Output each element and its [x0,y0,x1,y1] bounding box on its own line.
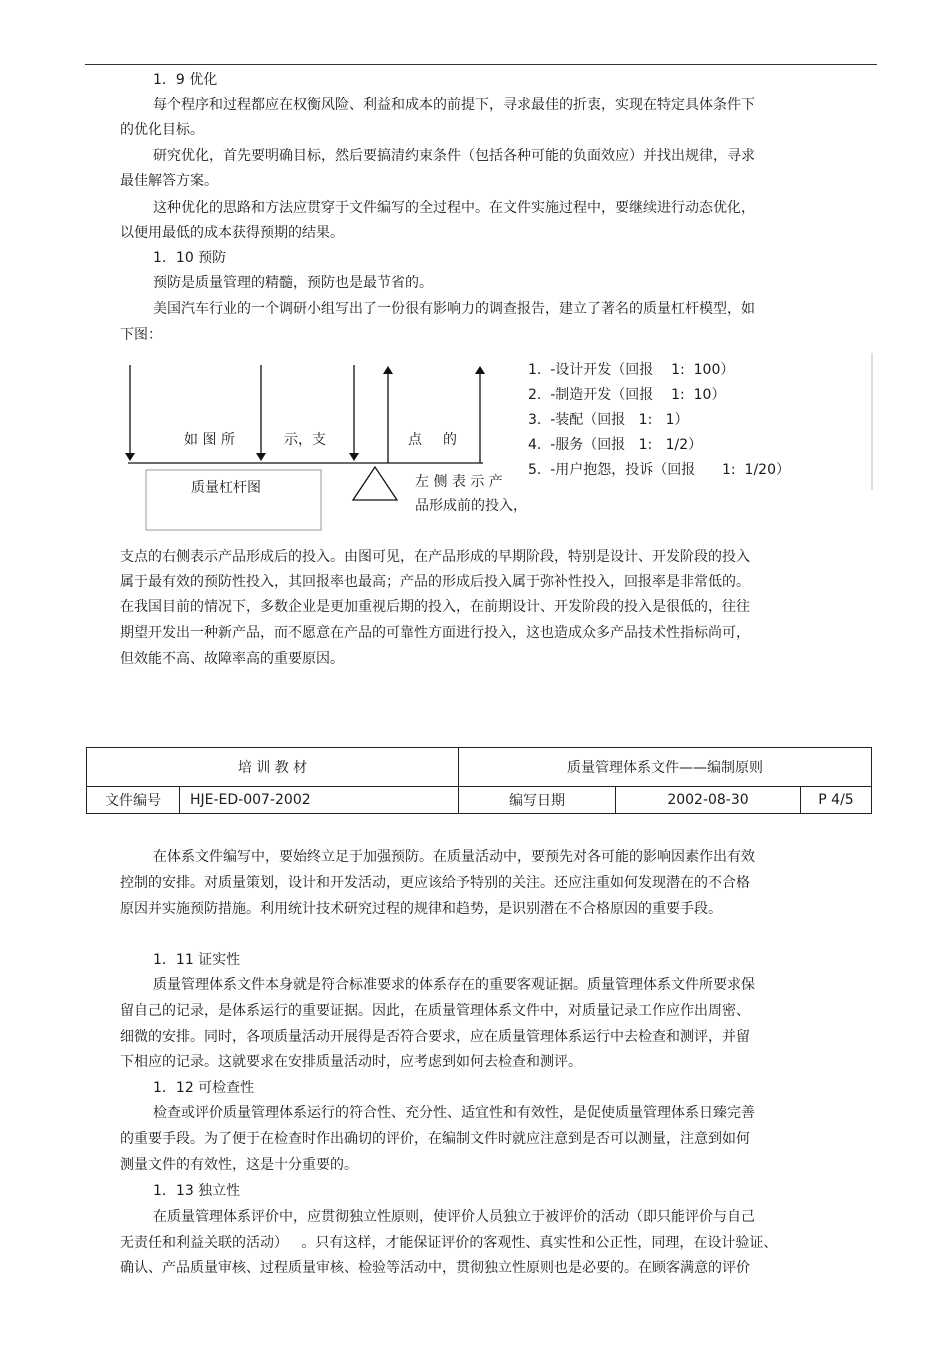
paragraph-line: 在体系文件编写中，要始终立足于加强预防。在质量活动中，要预先对各可能的影响因素作出有效 [153,849,755,865]
doc-number: HJE-ED-007-2002 [180,787,459,814]
paragraph-line: 但效能不高、故障率高的重要原因。 [120,651,344,667]
date-label: 编写日期 [459,787,616,814]
section-heading-1-11: 1．11 证实性 [153,952,241,968]
paragraph-line: 的优化目标。 [120,122,204,138]
document-footer-table [86,747,872,814]
return-list-item: 2. -制造开发（回报 1: 10） [528,387,726,403]
paragraph-line: 测量文件的有效性，这是十分重要的。 [120,1157,358,1173]
header-rule [85,64,877,65]
paragraph-line: 留自己的记录，是体系运行的重要证据。因此，在质量管理体系文件中，对质量记录工作应作出周密、 [120,1003,750,1019]
paragraph-line: 确认、产品质量审核、过程质量审核、检验等活动中，贯彻独立性原则也是必要的。在顾客满意的评价 [120,1260,750,1276]
paragraph-line: 在质量管理体系评价中，应贯彻独立性原则，使评价人员独立于被评价的活动（即只能评价与自己 [153,1209,755,1225]
return-list-item: 1. -设计开发（回报 1: 100） [528,362,735,378]
date-value: 2002-08-30 [616,787,801,814]
paragraph-line: 细微的安排。同时，各项质量活动开展得是否符合要求，应在质量管理体系运行中去检查和测评，并留 [120,1029,750,1045]
fulcrum-caption: 品形成前的投入， [415,498,527,514]
footer-left-title: 培 训 教 材 [87,748,459,787]
section-heading-1-10: 1．10 预防 [153,250,227,266]
paragraph-line: 最佳解答方案。 [120,173,218,189]
paragraph-line: 在我国目前的情况下，多数企业是更加重视后期的投入，在前期设计、开发阶段的投入是很低的，往往 [120,599,750,615]
paragraph-line: 无责任和利益关联的活动） 。只有这样，才能保证评价的客观性、真实性和公正性，同理，在设计验证、 [120,1235,778,1251]
paragraph-line: 研究优化，首先要明确目标，然后要搞清约束条件（包括各种可能的负面效应）并找出规律，寻求 [153,148,755,164]
diagram-label: 的 [443,432,457,448]
paragraph-line: 以便用最低的成本获得预期的结果。 [120,225,344,241]
paragraph-line: 这种优化的思路和方法应贯穿于文件编写的全过程中。在文件实施过程中，要继续进行动态优化， [153,200,755,216]
fulcrum-caption: 左 侧 表 示 产 [415,474,503,490]
diagram-label: 示，支 [284,432,326,448]
paragraph-line: 下相应的记录。这就要求在安排质量活动时，应考虑到如何去检查和测评。 [120,1054,582,1070]
paragraph-line: 每个程序和过程都应在权衡风险、利益和成本的前提下，寻求最佳的折衷，实现在特定具体条件下 [153,97,755,113]
return-list-item: 4. -服务（回报 1: 1/2） [528,437,703,453]
diagram-label: 如 图 所 [184,432,235,448]
lever-diagram [0,0,950,540]
paragraph-line: 下图： [120,327,162,343]
section-heading-1-12: 1．12 可检查性 [153,1080,255,1096]
paragraph-line: 属于最有效的预防性投入，其回报率也最高；产品的形成后投入属于弥补性投入，回报率是非常低的。 [120,574,750,590]
section-heading-1-9: 1．9 优化 [153,72,218,88]
diagram-label: 点 [408,432,422,448]
paragraph-line: 的重要手段。为了便于在检查时作出确切的评价，在编制文件时就应注意到是否可以测量，注意到如何 [120,1131,750,1147]
return-list-item: 3. -装配（回报 1: 1） [528,412,689,428]
section-heading-1-13: 1．13 独立性 [153,1183,241,1199]
paragraph-line: 预防是质量管理的精髓，预防也是最节省的。 [153,275,433,291]
fulcrum-triangle [353,467,397,500]
lever-box-label: 质量杠杆图 [191,480,261,496]
paragraph-line: 原因并实施预防措施。利用统计技术研究过程的规律和趋势，是识别潜在不合格原因的重要手段。 [120,901,722,917]
footer-right-title: 质量管理体系文件——编制原则 [459,748,872,787]
paragraph-line: 质量管理体系文件本身就是符合标准要求的体系存在的重要客观证据。质量管理体系文件所要求保 [153,977,755,993]
paragraph-line: 美国汽车行业的一个调研小组写出了一份很有影响力的调查报告，建立了著名的质量杠杆模型，如 [153,301,755,317]
paragraph-line: 控制的安排。对质量策划，设计和开发活动，更应该给予特别的关注。还应注重如何发现潜在的不合格 [120,875,750,891]
doc-number-label: 文件编号 [87,787,180,814]
paragraph-line: 支点的右侧表示产品形成后的投入。由图可见，在产品形成的早期阶段，特别是设计、开发阶段的投入 [120,549,750,565]
paragraph-line: 检查或评价质量管理体系运行的符合性、充分性、适宜性和有效性，是促使质量管理体系日臻完善 [153,1105,755,1121]
page-number: P 4/5 [801,787,872,814]
paragraph-line: 期望开发出一种新产品，而不愿意在产品的可靠性方面进行投入，这也造成众多产品技术性指标尚可， [120,625,750,641]
return-list-item: 5. -用户抱怨，投诉（回报 1: 1/20） [528,462,790,478]
